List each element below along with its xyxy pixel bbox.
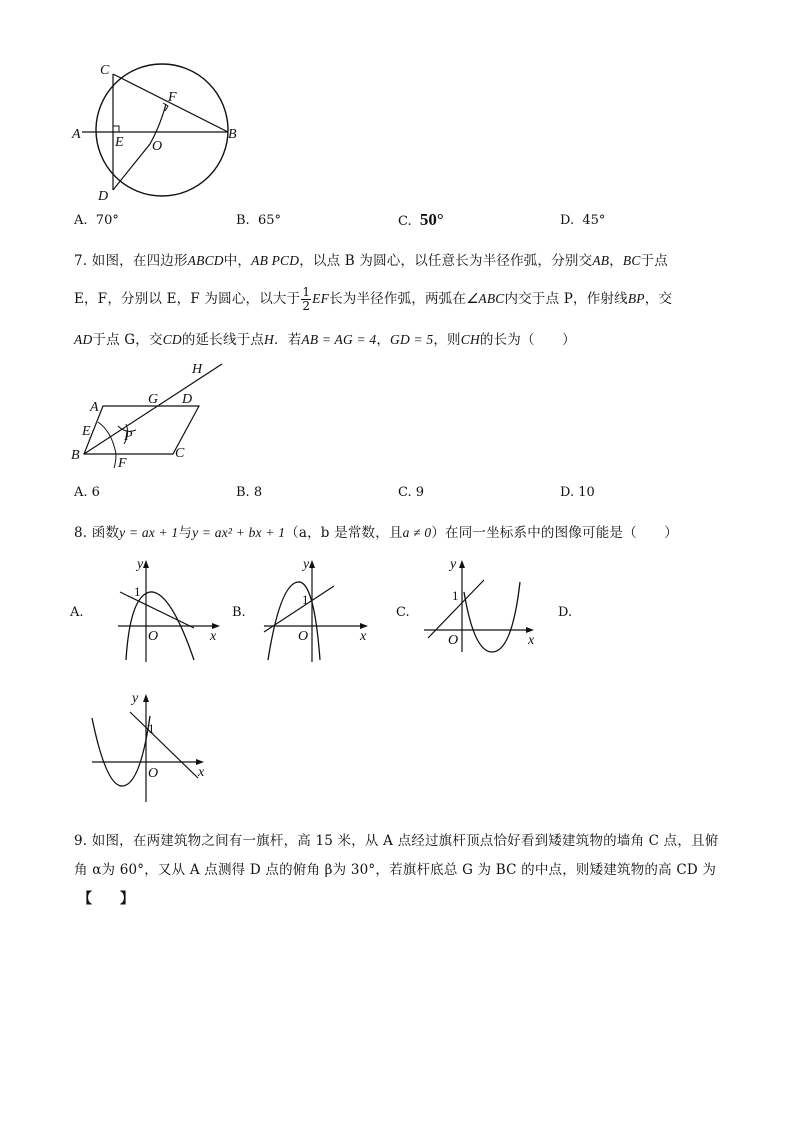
- q7-label-d: D: [182, 392, 193, 407]
- q8-option-a[interactable]: A.: [70, 605, 84, 620]
- q6-option-b[interactable]: B. 65°: [236, 213, 281, 228]
- q7-line-1: 7. 如图，在四边形ABCD中，AB PCD，以点 B 为圆心，以任意长为半径作弧，分别交AB，BC于点: [74, 253, 668, 269]
- q8a-axis-y: y: [137, 557, 144, 572]
- q8a-axis-x: x: [210, 629, 217, 644]
- q7-line-2: E，F，分别以 E，F 为圆心，以大于 $\frac{1}{2}$ EF长为半径作弧，两弧在∠ABC内交于点 P，作射线BP，交: [74, 285, 673, 313]
- q9-line-2: 角 α为 60°，又从 A 点测得 D 点的俯角 β为 30°，若旗杆底总 G 为 BC 的中点，则矮建筑物的高 CD 为: [74, 862, 717, 878]
- q8a-one: 1: [134, 584, 141, 599]
- q8-option-b[interactable]: B.: [232, 605, 246, 620]
- q8b-axis-y: y: [303, 557, 310, 572]
- q8-graph-d: [86, 686, 212, 804]
- q7-quadrilateral-figure: [66, 356, 236, 476]
- q8a-origin: O: [148, 629, 159, 644]
- q8d-origin: O: [148, 766, 159, 781]
- q6-label-c: C: [100, 63, 110, 78]
- q8b-origin: O: [298, 629, 309, 644]
- q7-label-b: B: [71, 448, 80, 463]
- q8-option-d[interactable]: D.: [558, 605, 573, 620]
- q7-label-f: F: [118, 456, 127, 471]
- q7-option-d[interactable]: D. 10: [560, 485, 595, 500]
- q8-line: 8. 函数y = ax + 1与y = ax² + bx + 1（a，b 是常数，且a ≠ 0）在同一坐标系中的图像可能是（ ）: [74, 525, 678, 541]
- q6-label-f: F: [168, 90, 177, 105]
- q7-fraction: $\frac{1}{2}$: [302, 285, 311, 313]
- q6-label-b: B: [228, 127, 237, 142]
- q8c-axis-y: y: [450, 557, 457, 572]
- q7-option-a[interactable]: A. 6: [74, 485, 100, 500]
- q6-circle-figure: [68, 60, 258, 210]
- q8d-axis-y: y: [132, 691, 139, 706]
- q8d-one: 1: [148, 721, 155, 736]
- q7-label-a: A: [90, 400, 99, 415]
- q6-option-d[interactable]: D. 45°: [560, 213, 606, 228]
- q8b-one: 1: [302, 592, 309, 607]
- q7-label-p: P: [124, 429, 133, 444]
- q7-label-e: E: [82, 424, 91, 439]
- q7-label-g: G: [148, 392, 159, 407]
- q6-label-d: D: [98, 189, 109, 204]
- q8-graph-c: [420, 552, 544, 662]
- q6-label-o: O: [152, 139, 163, 154]
- q6-label-a: A: [72, 127, 81, 142]
- q8-graph-a: [110, 556, 230, 666]
- q8-option-c[interactable]: C.: [396, 605, 410, 620]
- q7-line-3: AD于点 G，交CD的延长线于点H．若AB = AG = 4，GD = 5，则CH的长为（ ）: [74, 332, 576, 348]
- q9-line-1: 9. 如图，在两建筑物之间有一旗杆，高 15 米，从 A 点经过旗杆顶点恰好看到矮建筑物的墙角 C 点，且俯: [74, 833, 719, 849]
- q8-graph-b: [262, 556, 382, 666]
- q7-label-c: C: [175, 446, 185, 461]
- q8c-origin: O: [448, 633, 459, 648]
- q6-label-e: E: [115, 135, 124, 150]
- q8b-axis-x: x: [360, 629, 367, 644]
- q9-answer-bracket[interactable]: 【 】: [78, 891, 134, 907]
- q8c-axis-x: x: [528, 633, 535, 648]
- q8c-one: 1: [452, 588, 459, 603]
- q7-label-h: H: [192, 362, 203, 377]
- q7-option-b[interactable]: B. 8: [236, 485, 263, 500]
- q6-option-a[interactable]: A. 70°: [74, 213, 119, 228]
- q6-option-c[interactable]: C. 50°: [398, 210, 444, 229]
- q8d-axis-x: x: [198, 765, 205, 780]
- q7-option-c[interactable]: C. 9: [398, 485, 425, 500]
